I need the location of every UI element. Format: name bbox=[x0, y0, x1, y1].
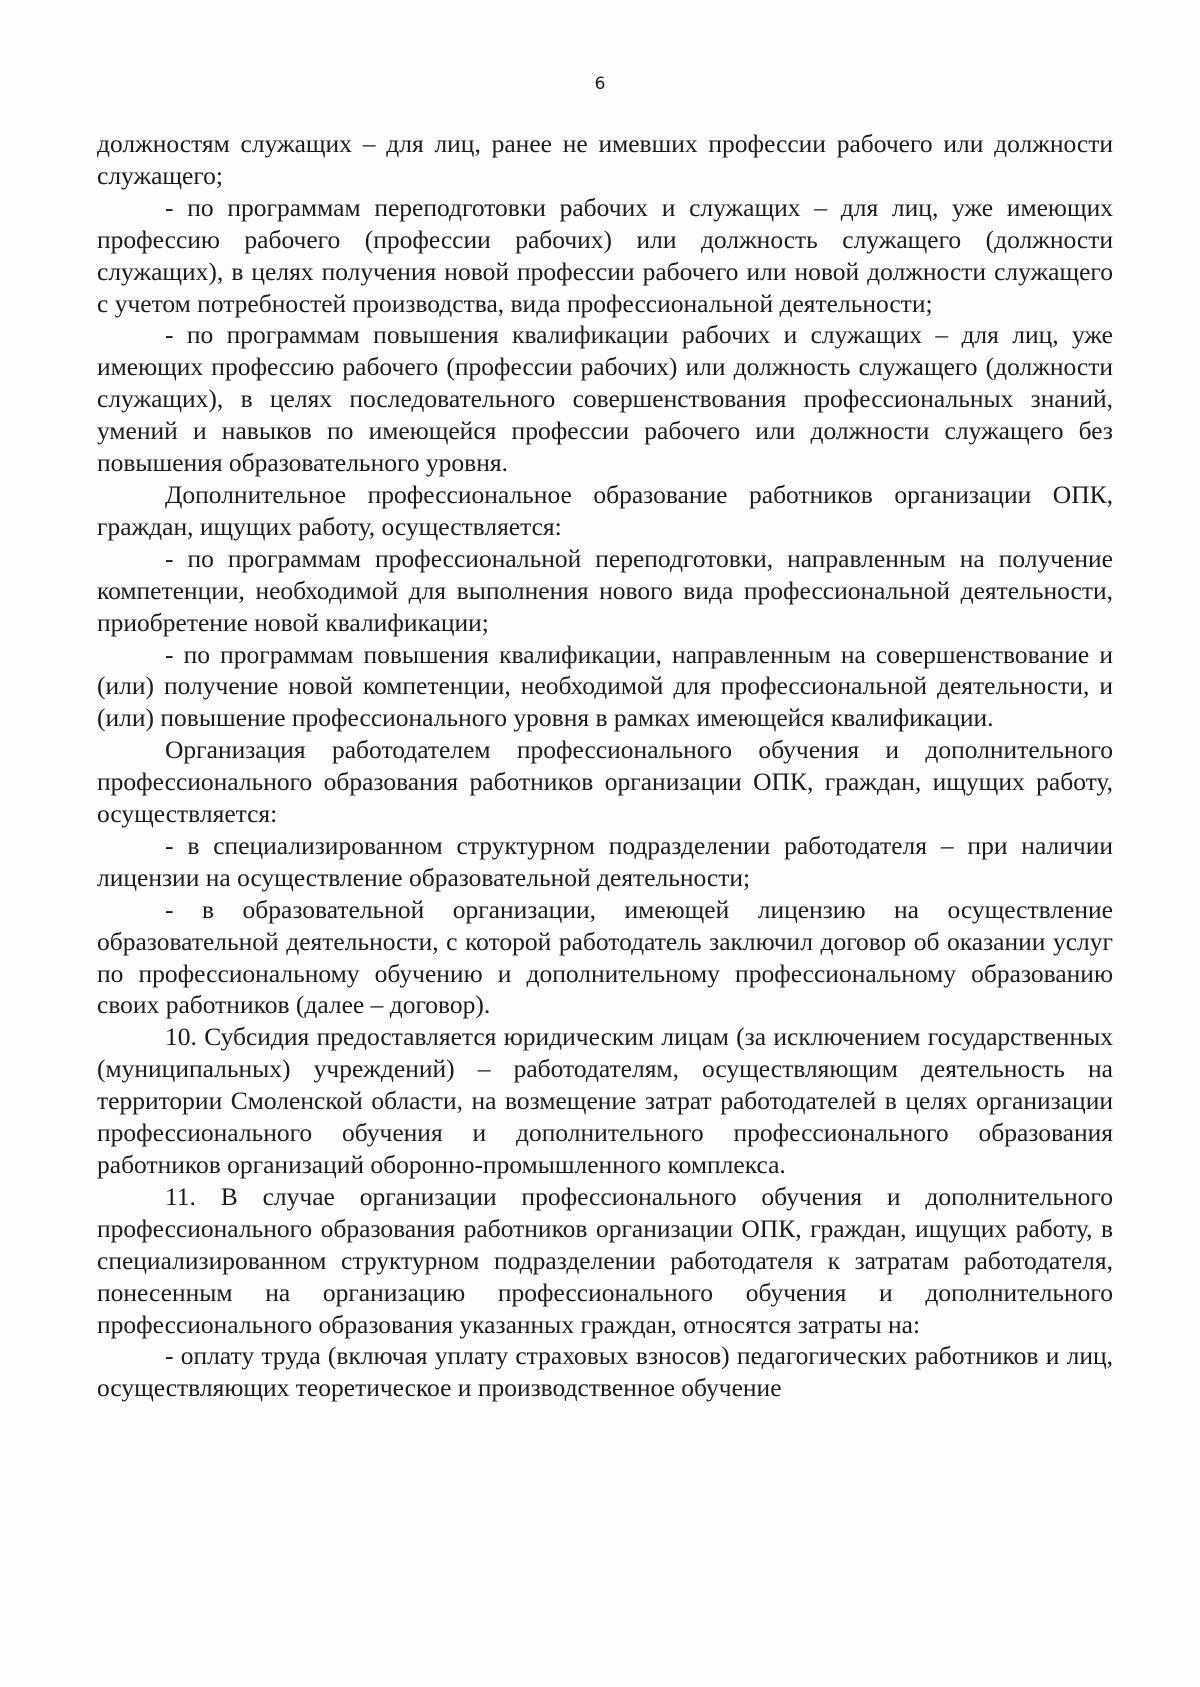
list-item-qualification-improvement: - по программам повышения квалификации, направленным на совершенствование и (или) получение новой компетенции, необходимой для профессиональной деятельности, и (или) повышение профессионального уровня в рамках имеющейся квалификации. bbox=[97, 639, 1113, 733]
document-body bbox=[97, 128, 1113, 1404]
paragraph-additional-education: Дополнительное профессиональное образование работников организации ОПК, граждан, ищущих работу, осуществляется: bbox=[97, 479, 1113, 541]
page-number: 6 bbox=[594, 74, 606, 94]
paragraph-employer-organization: Организация работодателем профессионального обучения и дополнительного профессионального образования работников организации ОПК, граждан, ищущих работу, осуществляется: bbox=[97, 735, 1113, 829]
clause-10: 10. Субсидия предоставляется юридическим лицам (за исключением государственных (муниципальных) учреждений) – работодателям, осуществляющим деятельность на территории Смоленской области, на возмещение затрат работодателей в целях организации профессионального обучения и дополнительного профессионального образования работников организаций оборонно-промышленного комплекса. bbox=[97, 1022, 1113, 1179]
clause-11: 11. В случае организации профессионального обучения и дополнительного профессионального образования работников организации ОПК, граждан, ищущих работу, в специализированном структурном подразделении работодателя к затратам работодателя, понесенным на организацию профессионального обучения и дополнительного профессионального образования указанных граждан, относятся затраты на: bbox=[97, 1181, 1113, 1339]
list-item-qualification-workers: - по программам повышения квалификации рабочих и служащих – для лиц, уже имеющих профессию рабочего (профессии рабочих) или должность служащего (должности служащих), в целях последовательного совершенствования профессиональных знаний, умений и навыков по имеющейся профессии рабочего или должности служащего без повышения образовательного уровня. bbox=[97, 320, 1113, 478]
list-item-educational-organization: - в образовательной организации, имеющей лицензию на осуществление образовательной деятельности, с которой работодатель заключил договор об оказании услуг по профессиональному обучению и дополнительному профессиональному образованию своих работников (далее – договор). bbox=[97, 894, 1113, 1020]
list-item-structural-division: - в специализированном структурном подразделении работодателя – при наличии лицензии на осуществление образовательной деятельности; bbox=[97, 830, 1113, 892]
list-item-professional-retraining: - по программам профессиональной переподготовки, направленным на получение компетенции, необходимой для выполнения нового вида профессиональной деятельности, приобретение новой квалификации; bbox=[97, 543, 1113, 637]
paragraph-continuation: должностям служащих – для лиц, ранее не имевших профессии рабочего или должности служащего; bbox=[97, 129, 1113, 190]
list-item-retraining-workers: - по программам переподготовки рабочих и служащих – для лиц, уже имеющих профессию рабочего (профессии рабочих) или должность служащего (должности служащих), в целях получения новой профессии рабочего или новой должности служащего с учетом потребностей производства, вида профессиональной деятельности; bbox=[97, 192, 1113, 318]
list-item-labor-payment: - оплату труда (включая уплату страховых взносов) педагогических работников и лиц, осуществляющих теоретическое и производственное обучение bbox=[97, 1341, 1113, 1403]
